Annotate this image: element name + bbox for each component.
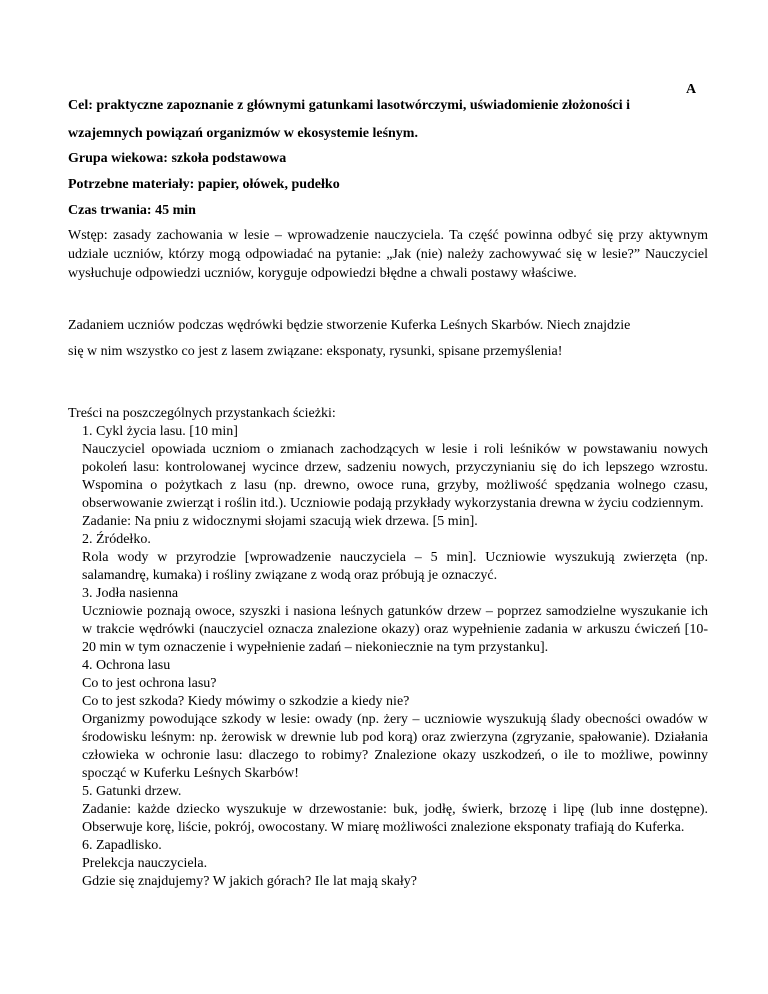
- stops-heading: Treści na poszczególnych przystankach ścieżki:: [68, 406, 336, 421]
- task-line-1: Zadaniem uczniów podczas wędrówki będzie stworzenie Kuferka Leśnych Skarbów. Niech znajdzie: [68, 318, 631, 333]
- stop-body: [82, 549, 708, 585]
- stop-body: [82, 801, 708, 837]
- stop-paragraph: Zadanie: każde dziecko wyszukuje w drzewostanie: buk, jodłę, świerk, brzozę i lipę (lub inne dostępne). Obserwuje korę, liście, pokrój, owocostany. W miarę możliwości znalezione eksponaty trafiają do Kuferka.: [82, 802, 708, 835]
- stop-paragraph: Zadanie: Na pniu z widocznymi słojami szacują wiek drzewa. [5 min].: [82, 514, 478, 529]
- stop-paragraph: Rola wody w przyrodzie [wprowadzenie nauczyciela – 5 min]. Uczniowie wyszukują zwierzęta (np. salamandrę, kumaka) i rośliny związane z wodą oraz próbują je oznaczyć.: [82, 550, 708, 583]
- goal-line-2: wzajemnych powiązań organizmów w ekosystemie leśnym.: [68, 126, 418, 141]
- stop-title: 5. Gatunki drzew.: [82, 784, 182, 799]
- stop-paragraph: Nauczyciel opowiada uczniom o zmianach zachodzących w lesie i roli leśników w powstawaniu nowych pokoleń lasu: kontrolowanej wycince drzew, sadzeniu nowych, przyczynianiu się do ich lepszego wzrostu. Wspomina o pożytkach z lasu (np. drewno, owoce runa, grzyby, możliwość spędzania wolnego czasu, obserwowanie zwierząt i roślin itd.). Uczniowie podają przykłady wykorzystania drewna w życiu codziennym.: [82, 442, 708, 511]
- stop-title: 1. Cykl życia lasu. [10 min]: [82, 424, 238, 439]
- stops-section: [68, 405, 708, 891]
- task-line-2: się w nim wszystko co jest z lasem związane: eksponaty, rysunki, spisane przemyślenia!: [68, 344, 563, 359]
- materials: Potrzebne materiały: papier, ołówek, pudełko: [68, 177, 340, 192]
- stops-list: [68, 423, 708, 891]
- stop-title: 3. Jodła nasienna: [82, 586, 179, 601]
- stop-title: 2. Źródełko.: [82, 532, 151, 547]
- intro-paragraph: Wstęp: zasady zachowania w lesie – wprowadzenie nauczyciela. Ta część powinna odbyć się przy aktywnym udziale uczniów, którzy mogą odpowiadać na pytanie: „Jak (nie) należy zachowywać się w lesie?” Nauczyciel wysłuchuje odpowiedzi uczniów, koryguje odpowiedzi błędne a chwali postawy właściwe.: [68, 228, 708, 281]
- stop-paragraph: Co to jest szkoda? Kiedy mówimy o szkodzie a kiedy nie?: [82, 694, 410, 709]
- stop-paragraph: Gdzie się znajdujemy? W jakich górach? Ile lat mają skały?: [82, 874, 417, 889]
- corner-letter: A: [686, 82, 697, 97]
- goal-line-1: Cel: praktyczne zapoznanie z głównymi gatunkami lasotwórczymi, uświadomienie złożoności i: [68, 98, 631, 113]
- stop-paragraph: Organizmy powodujące szkody w lesie: owady (np. żery – uczniowie wyszukują ślady obecności owadów w środowisku leśnym: np. żerowisk w drewnie lub pod korą) oraz zwierzyna (zgryzanie, spałowanie). Działania człowieka w ochronie lasu: dlaczego to robimy? Znalezione okazy uszkodzeń, o ile to możliwe, powinny spocząć w Kuferku Leśnych Skarbów!: [82, 712, 708, 781]
- age-group: Grupa wiekowa: szkoła podstawowa: [68, 151, 287, 166]
- stop-body: [82, 675, 708, 783]
- stop-title: 6. Zapadlisko.: [82, 838, 162, 853]
- duration: Czas trwania: 45 min: [68, 203, 196, 218]
- stop-body: [82, 441, 708, 531]
- stop-paragraph: Prelekcja nauczyciela.: [82, 856, 208, 871]
- stop-paragraph: Uczniowie poznają owoce, szyszki i nasiona leśnych gatunków drzew – poprzez samodzielne wyszukanie ich w trakcie wędrówki (nauczyciel oznacza znalezione okazy) oraz wypełnienie zadania w arkuszu ćwiczeń [10-20 min w tym oznaczenie i wypełnienie zadań – niekoniecznie na tym przystanku].: [82, 604, 708, 655]
- stop-paragraph: Co to jest ochrona lasu?: [82, 676, 217, 691]
- stop-body: [82, 855, 708, 891]
- stop-body: [82, 603, 708, 657]
- stop-title: 4. Ochrona lasu: [82, 658, 171, 673]
